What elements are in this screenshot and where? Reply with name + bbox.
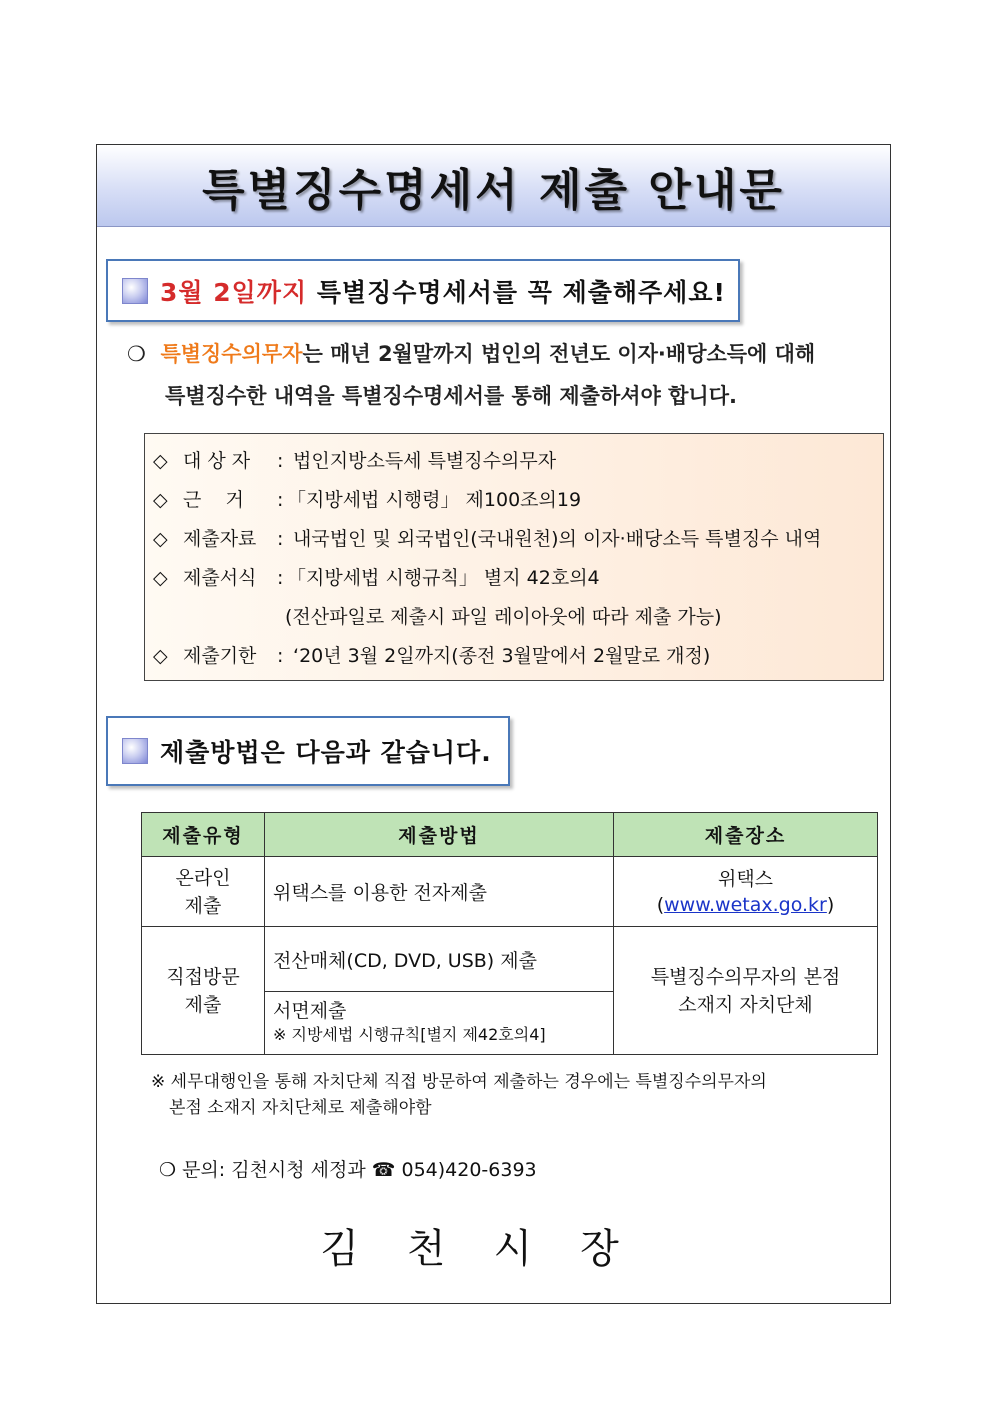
info-colon: :: [277, 567, 284, 589]
document-frame: [96, 144, 891, 1304]
paper-submission-label: 서면제출: [273, 1000, 347, 1022]
intro-line-1: [127, 333, 887, 375]
info-colon: :: [277, 450, 284, 472]
info-value: (전산파일로 제출시 파일 레이아웃에 따라 제출 가능): [285, 606, 722, 628]
intro-paragraph: [127, 333, 887, 417]
info-key: 근 거: [183, 489, 244, 511]
diamond-bullet-icon: ◇: [153, 528, 168, 550]
diamond-bullet-icon: ◇: [153, 645, 168, 667]
deadline-heading-text: [160, 273, 726, 309]
info-row-basis: [153, 481, 883, 520]
diamond-bullet-icon: ◇: [153, 450, 168, 472]
deadline-heading: [106, 259, 740, 322]
footnote-line-2: 본점 소재지 자치단체로 제출해야함: [169, 1098, 432, 1118]
online-place-name: 위택스: [717, 867, 774, 890]
square-bullet-icon: [122, 738, 148, 764]
intro-line-2: 특별징수한 내역을 특별징수명세서를 통해 제출하셔야 합니다.: [165, 384, 737, 408]
contact-info: ❍ 문의: 김천시청 세정과 ☎ 054)420-6393: [159, 1159, 537, 1181]
info-value: 「지방세법 시행규칙」 별지 42호의4: [287, 567, 600, 589]
submission-methods-table: [141, 812, 878, 1055]
info-row-form: [153, 559, 883, 598]
deadline-heading-rest: 특별징수명세서를 꼭 제출해주세요!: [307, 277, 726, 307]
info-row-materials: [153, 520, 883, 559]
footnote: [151, 1069, 881, 1121]
diamond-bullet-icon: ◇: [153, 567, 168, 589]
info-key: 제출기한: [183, 645, 257, 667]
method-heading-text: 제출방법은 다음과 같습니다.: [160, 738, 492, 767]
diamond-bullet-icon: ◇: [153, 489, 168, 511]
visit-method-paper-cell: [265, 992, 614, 1055]
intro-highlight: 특별징수의무자: [160, 342, 303, 366]
info-value: 「지방세법 시행령」 제100조의19: [287, 489, 582, 511]
online-place-cell: [614, 857, 878, 927]
page-title: 특별징수명세서 제출 안내문: [202, 164, 785, 216]
header-place: 제출장소: [614, 813, 878, 857]
method-heading: [106, 716, 510, 786]
info-key: 대 상 자: [183, 450, 251, 472]
online-type-cell: 온라인 제출: [142, 857, 265, 927]
info-colon: :: [277, 645, 284, 667]
header-type: 제출유형: [142, 813, 265, 857]
online-place-link-wrapper: (www.wetax.go.kr): [656, 893, 835, 916]
info-row-form-note: [153, 598, 883, 637]
info-value: 내국법인 및 외국법인(국내원천)의 이자·배당소득 특별징수 내역: [293, 528, 822, 550]
info-value: 법인지방소득세 특별징수의무자: [293, 450, 557, 472]
intro-line-1-rest: 는 매년 2월말까지 법인의 전년도 이자·배당소득에 대해: [302, 342, 816, 366]
issuer-signature: 김천시장: [320, 1226, 667, 1272]
wetax-link[interactable]: www.wetax.go.kr: [664, 893, 827, 916]
visit-place-cell: 특별징수의무자의 본점 소재지 자치단체: [614, 927, 878, 1055]
header-method: 제출방법: [265, 813, 614, 857]
info-box: [144, 433, 884, 681]
info-colon: :: [277, 489, 284, 511]
paper-submission-note: ※ 지방세법 시행규칙[별지 제42호의4]: [273, 1025, 546, 1044]
info-key: 제출자료: [183, 528, 257, 550]
info-key: 제출서식: [183, 567, 257, 589]
table-row: [142, 927, 878, 992]
info-row-deadline: [153, 637, 883, 676]
visit-type-cell: 직접방문 제출: [142, 927, 265, 1055]
visit-method-media-cell: 전산매체(CD, DVD, USB) 제출: [265, 927, 614, 992]
info-colon: :: [277, 528, 284, 550]
deadline-highlight: 3월 2일까지: [160, 277, 308, 307]
online-method-cell: 위택스를 이용한 전자제출: [265, 857, 614, 927]
circle-bullet-icon: ❍: [127, 342, 146, 366]
footnote-line-1: ※ 세무대행인을 통해 자치단체 직접 방문하여 제출하는 경우에는 특별징수의무자의: [151, 1072, 767, 1092]
table-row: [142, 857, 878, 927]
table-header-row: [142, 813, 878, 857]
info-row-target: [153, 442, 883, 481]
title-band: [97, 145, 890, 227]
square-bullet-icon: [122, 278, 148, 304]
info-value: ‘20년 3월 2일까지(종전 3월말에서 2월말로 개정): [293, 645, 711, 667]
